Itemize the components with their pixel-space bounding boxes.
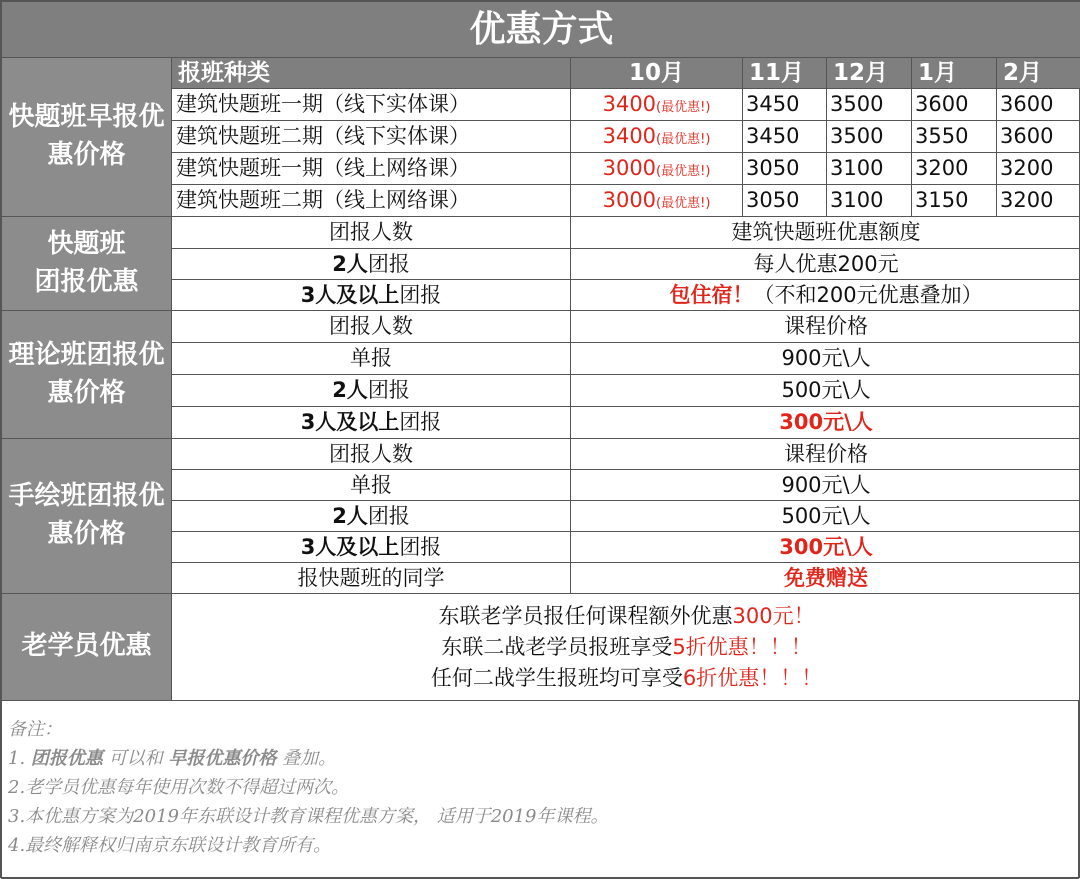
header-course-type: 报班种类 xyxy=(172,58,571,89)
header-dec: 12月 xyxy=(827,58,912,89)
course-price: 500元\人 xyxy=(571,375,1080,407)
group-size: 2人团报 xyxy=(172,375,571,407)
alumni-discounts xyxy=(172,594,1080,701)
course-name: 建筑快题班二期（线下实体课） xyxy=(172,121,571,153)
price-oct: 3000(最优惠!) xyxy=(571,185,743,217)
price-feb: 3200 xyxy=(997,153,1080,185)
header-nov: 11月 xyxy=(743,58,827,89)
price-oct: 3000(最优惠!) xyxy=(571,153,743,185)
price-nov: 3050 xyxy=(743,185,827,217)
price-nov: 3050 xyxy=(743,153,827,185)
course-price: 300元\人 xyxy=(571,532,1080,563)
group-size: 报快题班的同学 xyxy=(172,563,571,594)
course-name: 建筑快题班一期（线上网络课） xyxy=(172,153,571,185)
section-theory: 理论班团报优惠价格 xyxy=(2,311,172,439)
col-group-size: 团报人数 xyxy=(172,439,571,470)
price-jan: 3550 xyxy=(912,121,997,153)
price-nov: 3450 xyxy=(743,89,827,121)
group-size: 单报 xyxy=(172,343,571,375)
price-oct: 3400(最优惠!) xyxy=(571,89,743,121)
group-size: 3人及以上团报 xyxy=(172,280,571,311)
header-feb: 2月 xyxy=(997,58,1080,89)
header-oct: 10月 xyxy=(571,58,743,89)
price-dec: 3100 xyxy=(827,153,912,185)
course-price: 免费赠送 xyxy=(571,563,1080,594)
alumni-line-1: 东联老学员报任何课程额外优惠300元！ xyxy=(172,601,1080,632)
alumni-line-2: 东联二战老学员报班享受5折优惠！！！ xyxy=(172,632,1080,663)
discount-value: 包住宿！（不和200元优惠叠加） xyxy=(571,280,1080,311)
section-alumni: 老学员优惠 xyxy=(2,594,172,701)
note-3: 3.本优惠方案为2019年东联设计教育课程优惠方案， 适用于2019年课程。 xyxy=(8,802,1072,831)
course-price: 900元\人 xyxy=(571,343,1080,375)
notes-heading: 备注： xyxy=(8,715,1072,744)
alumni-line-3: 任何二战学生报班均可享受6折优惠！！！ xyxy=(172,663,1080,694)
col-course-price: 课程价格 xyxy=(571,311,1080,343)
group-size: 单报 xyxy=(172,470,571,501)
price-nov: 3450 xyxy=(743,121,827,153)
price-feb: 3600 xyxy=(997,121,1080,153)
course-name: 建筑快题班一期（线下实体课） xyxy=(172,89,571,121)
price-dec: 3100 xyxy=(827,185,912,217)
col-course-price: 课程价格 xyxy=(571,439,1080,470)
notes xyxy=(1,701,1079,879)
col-group-size: 团报人数 xyxy=(172,217,571,249)
course-price: 300元\人 xyxy=(571,407,1080,439)
discount-table xyxy=(1,1,1080,701)
header-jan: 1月 xyxy=(912,58,997,89)
note-2: 2.老学员优惠每年使用次数不得超过两次。 xyxy=(8,773,1072,802)
price-dec: 3500 xyxy=(827,121,912,153)
col-group-size: 团报人数 xyxy=(172,311,571,343)
section-early: 快题班早报优惠价格 xyxy=(2,58,172,217)
discount-value: 每人优惠200元 xyxy=(571,249,1080,280)
price-oct: 3400(最优惠!) xyxy=(571,121,743,153)
course-name: 建筑快题班二期（线上网络课） xyxy=(172,185,571,217)
section-group-quick: 快题班 团报优惠 xyxy=(2,217,172,311)
page-title: 优惠方式 xyxy=(2,2,1080,58)
price-feb: 3600 xyxy=(997,89,1080,121)
col-discount-amount: 建筑快题班优惠额度 xyxy=(571,217,1080,249)
note-4: 4.最终解释权归南京东联设计教育所有。 xyxy=(8,831,1072,860)
price-feb: 3200 xyxy=(997,185,1080,217)
section-hand: 手绘班团报优惠价格 xyxy=(2,439,172,594)
note-1: 1. 团报优惠 可以和 早报优惠价格 叠加。 xyxy=(8,744,1072,773)
group-size: 2人团报 xyxy=(172,249,571,280)
price-jan: 3200 xyxy=(912,153,997,185)
price-jan: 3600 xyxy=(912,89,997,121)
group-size: 3人及以上团报 xyxy=(172,532,571,563)
group-size: 2人团报 xyxy=(172,501,571,532)
price-dec: 3500 xyxy=(827,89,912,121)
group-size: 3人及以上团报 xyxy=(172,407,571,439)
price-jan: 3150 xyxy=(912,185,997,217)
course-price: 900元\人 xyxy=(571,470,1080,501)
course-price: 500元\人 xyxy=(571,501,1080,532)
